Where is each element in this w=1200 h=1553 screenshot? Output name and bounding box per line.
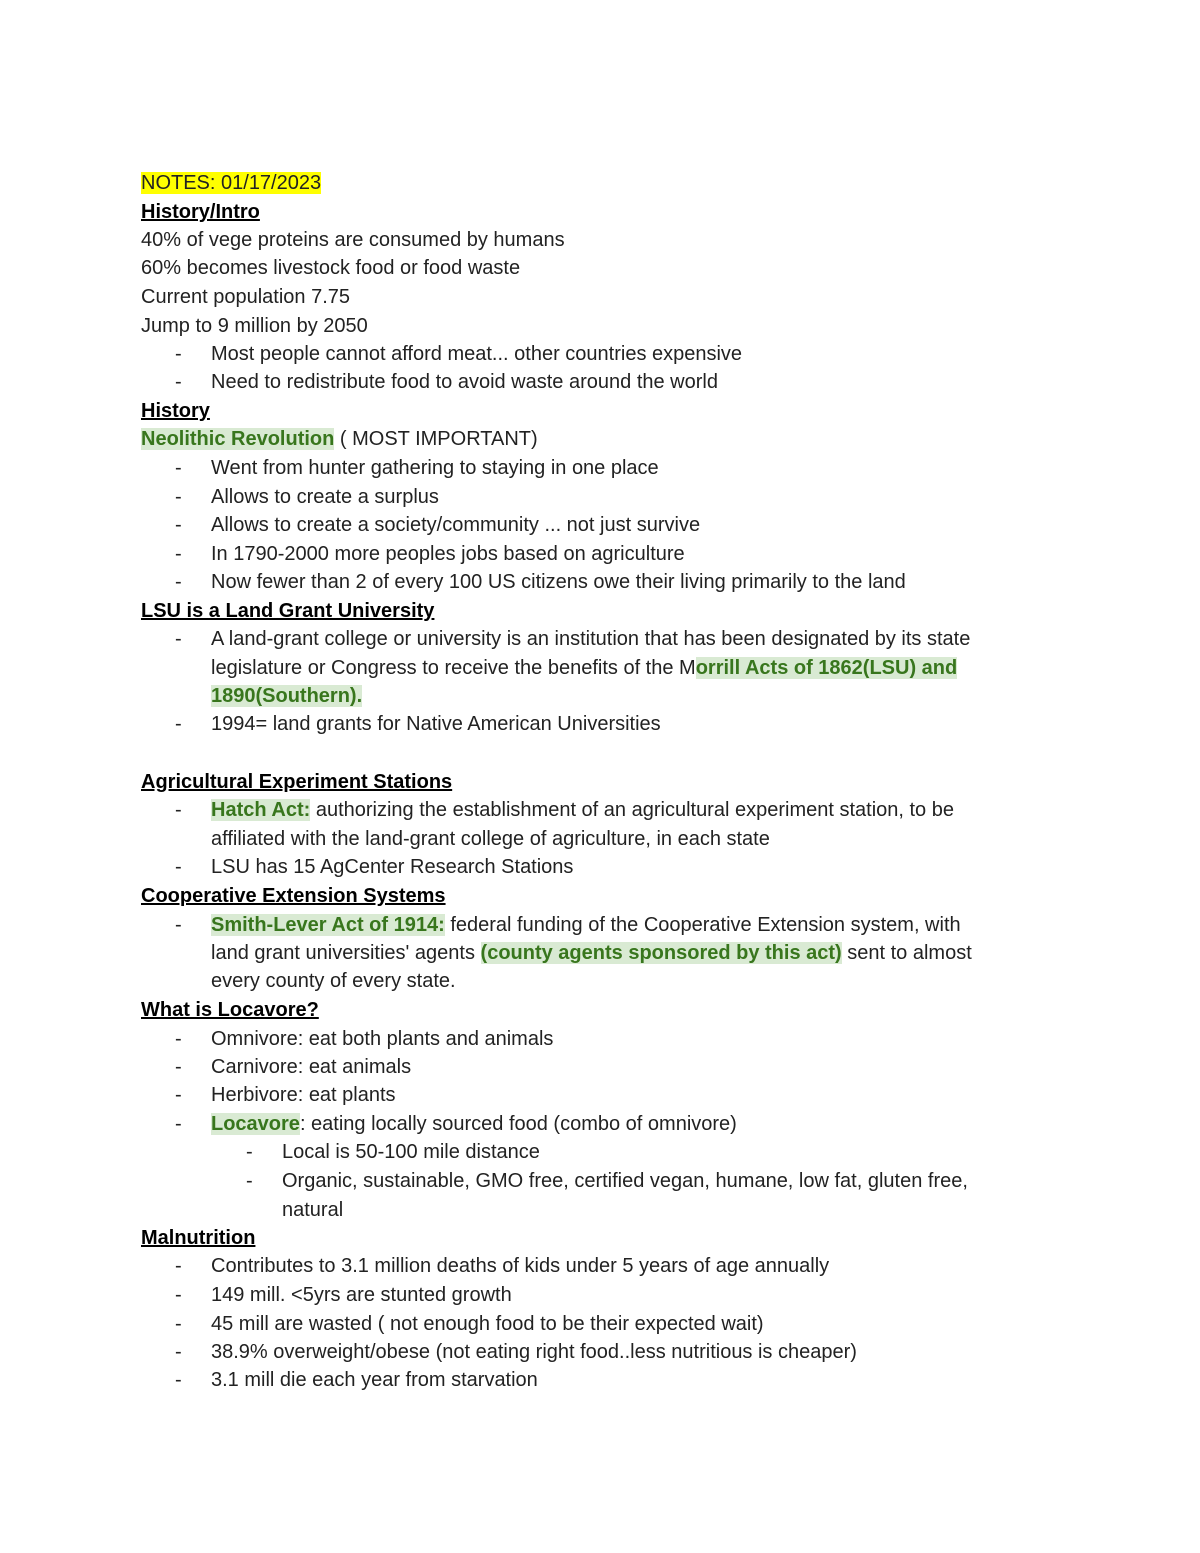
sub-bullet-text: natural bbox=[282, 1199, 344, 1221]
bullet-dash: - bbox=[175, 1284, 182, 1306]
hatch-desc: authorizing the establishment of an agricultural experiment station, to be bbox=[310, 799, 954, 821]
smith-lever-desc: federal funding of the Cooperative Extension system, with bbox=[444, 914, 961, 936]
bullet-text: Allows to create a society/community ... not just survive bbox=[211, 514, 701, 536]
smith-post: sent to almost bbox=[841, 942, 972, 964]
heading-ces: Cooperative Extension Systems bbox=[141, 885, 446, 907]
bullet-text: every county of every state. bbox=[211, 970, 456, 992]
bullet-text: Carnivore: eat animals bbox=[211, 1056, 412, 1078]
bullet-text: Herbivore: eat plants bbox=[211, 1084, 396, 1106]
text-line: Current population 7.75 bbox=[141, 286, 351, 308]
bullet-dash: - bbox=[175, 1056, 182, 1078]
hatch-line bbox=[211, 797, 954, 823]
bullet-text: A land-grant college or university is an institution that has been designated by its state bbox=[211, 628, 971, 650]
bullet-text: Went from hunter gathering to staying in one place bbox=[211, 457, 659, 479]
bullet-text: affiliated with the land-grant college of agriculture, in each state bbox=[211, 828, 770, 850]
heading-lsu: LSU is a Land Grant University bbox=[141, 600, 435, 622]
bullet-text: 149 mill. <5yrs are stunted growth bbox=[211, 1284, 512, 1306]
bullet-dash: - bbox=[175, 1369, 182, 1391]
heading-aes: Agricultural Experiment Stations bbox=[141, 771, 453, 793]
bullet-text: 45 mill are wasted ( not enough food to be their expected wait) bbox=[211, 1313, 764, 1335]
bullet-dash: - bbox=[175, 799, 182, 821]
bullet-text: LSU has 15 AgCenter Research Stations bbox=[211, 856, 574, 878]
bullet-text: Most people cannot afford meat... other countries expensive bbox=[211, 343, 743, 365]
bullet-dash: - bbox=[175, 856, 182, 878]
bullet-dash: - bbox=[175, 457, 182, 479]
hatch-act-term: Hatch Act: bbox=[211, 799, 311, 821]
bullet-dash: - bbox=[175, 1255, 182, 1277]
text-line: Jump to 9 million by 2050 bbox=[141, 315, 368, 337]
bullet-dash: - bbox=[175, 371, 182, 393]
bullet-text: Now fewer than 2 of every 100 US citizens owe their living primarily to the land bbox=[211, 571, 906, 593]
morrill-acts-highlight: orrill Acts of 1862(LSU) and bbox=[695, 657, 958, 679]
bullet-dash: - bbox=[175, 343, 182, 365]
bullet-dash: - bbox=[175, 514, 182, 536]
locavore-desc: : eating locally sourced food (combo of omnivore) bbox=[299, 1113, 737, 1135]
bullet-text: 1994= land grants for Native American Universities bbox=[211, 713, 661, 735]
locavore-line bbox=[211, 1111, 737, 1137]
sub-bullet-text: Local is 50-100 mile distance bbox=[282, 1141, 540, 1163]
sub-bullet-dash: - bbox=[246, 1141, 253, 1163]
text-line: 40% of vege proteins are consumed by humans bbox=[141, 229, 565, 251]
sub-bullet-dash: - bbox=[246, 1170, 253, 1192]
bullet-dash: - bbox=[175, 628, 182, 650]
neolithic-line bbox=[141, 426, 538, 452]
bullet-dash: - bbox=[175, 571, 182, 593]
bullet-text: 3.1 mill die each year from starvation bbox=[211, 1369, 538, 1391]
bullet-dash: - bbox=[175, 914, 182, 936]
smith-pre: land grant universities' agents bbox=[211, 942, 481, 964]
bullet-text: Allows to create a surplus bbox=[211, 486, 439, 508]
text-line: 60% becomes livestock food or food waste bbox=[141, 257, 521, 279]
bullet-text: Omnivore: eat both plants and animals bbox=[211, 1028, 554, 1050]
notes-date bbox=[141, 170, 321, 196]
heading-locavore: What is Locavore? bbox=[141, 999, 319, 1021]
morrill-southern-highlight: 1890(Southern). bbox=[211, 685, 363, 707]
morrill-pre: legislature or Congress to receive the benefits of the M bbox=[211, 657, 696, 679]
smith-lever-line-2 bbox=[211, 940, 972, 966]
notes-date-text: NOTES: 01/17/2023 bbox=[141, 172, 322, 194]
bullet-dash: - bbox=[175, 1341, 182, 1363]
heading-history: History bbox=[141, 400, 210, 422]
morrill-line bbox=[211, 655, 957, 681]
bullet-dash: - bbox=[175, 1113, 182, 1135]
bullet-text: Need to redistribute food to avoid waste around the world bbox=[211, 371, 718, 393]
bullet-dash: - bbox=[175, 486, 182, 508]
smith-lever-line bbox=[211, 912, 961, 938]
bullet-dash: - bbox=[175, 713, 182, 735]
bullet-text: 38.9% overweight/obese (not eating right food..less nutritious is cheaper) bbox=[211, 1341, 857, 1363]
smith-lever-term: Smith-Lever Act of 1914: bbox=[211, 914, 445, 936]
neolithic-term: Neolithic Revolution bbox=[141, 428, 335, 450]
bullet-dash: - bbox=[175, 1313, 182, 1335]
bullet-text: In 1790-2000 more peoples jobs based on agriculture bbox=[211, 543, 685, 565]
bullet-dash: - bbox=[175, 1028, 182, 1050]
heading-malnutrition: Malnutrition bbox=[141, 1227, 256, 1249]
county-agents-highlight: (county agents sponsored by this act) bbox=[480, 942, 842, 964]
heading-history-intro: History/Intro bbox=[141, 201, 260, 223]
neolithic-note: ( MOST IMPORTANT) bbox=[334, 428, 538, 450]
bullet-text: Contributes to 3.1 million deaths of kids under 5 years of age annually bbox=[211, 1255, 830, 1277]
locavore-term: Locavore bbox=[211, 1113, 300, 1135]
morrill-line-2 bbox=[211, 683, 362, 709]
sub-bullet-text: Organic, sustainable, GMO free, certified vegan, humane, low fat, gluten free, bbox=[282, 1170, 968, 1192]
bullet-dash: - bbox=[175, 543, 182, 565]
bullet-dash: - bbox=[175, 1084, 182, 1106]
